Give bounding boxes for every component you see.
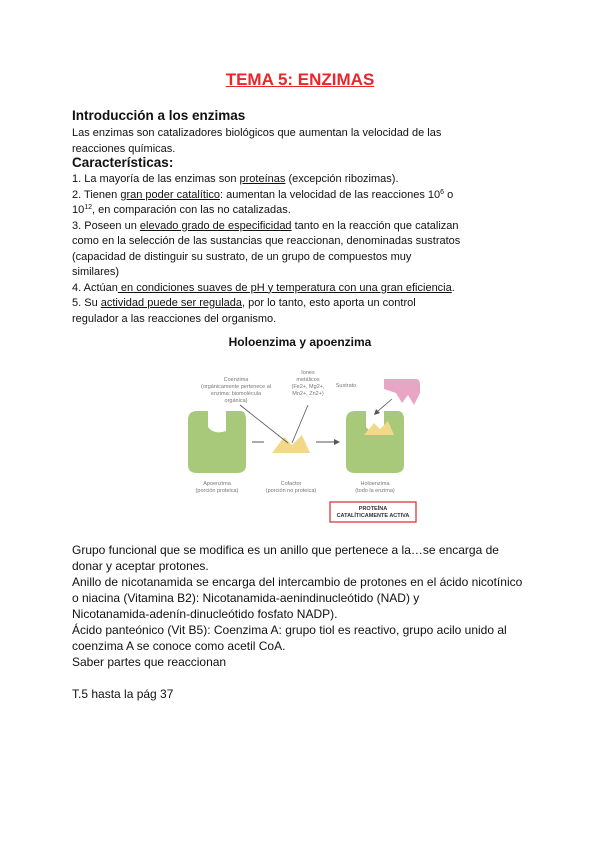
cofactor-sublabel: (porción no proteica) (265, 488, 317, 494)
list-item-1: 1. La mayoría de las enzimas son proteínas (excepción ribozimas). (72, 173, 399, 185)
page-title: TEMA 5: ENZIMAS (225, 70, 375, 89)
notes-line-5: Nicotanamida-adenín-dinucleótido fosfato NADP). (72, 607, 338, 621)
list-item-5-line-2: regulador a las reacciones del organismo. (72, 312, 277, 325)
notes-line-3: Anillo de nicotanamida se encarga del intercambio de protones en el ácido nicotínico (72, 575, 523, 589)
coenzyme-label-2: (orgánicamente pertenece al (200, 384, 272, 390)
notes-line-2: donar y aceptar protones. (72, 559, 209, 573)
intro-line-1: Las enzimas son catalizadores biológicos que aumentan la velocidad de las (72, 127, 442, 139)
footer-note: T.5 hasta la pág 37 (72, 687, 174, 701)
notes-line-8: Saber partes que reaccionan (72, 655, 227, 669)
list-item-3-line-4: similares) (72, 266, 120, 278)
ion-label-3: (Fe2+, Mg2+, (291, 384, 325, 390)
characteristics-list (72, 172, 542, 327)
ion-label-2: metálicos (296, 377, 320, 383)
list-item-3: 3. Poseen un elevado grado de especificidad tanto en la reacción que catalizan (72, 219, 459, 232)
apoenzyme-sublabel: (porción proteica) (195, 488, 239, 494)
notes-line-6: Ácido panteónico (Vit B5): Coenzima A: grupo tiol es reactivo, grupo acilo unido al (72, 623, 507, 637)
list-item-3-line-2: como en la selección de las sustancias que reaccionan, denominadas sustratos (72, 235, 461, 247)
arrow-head-2 (334, 439, 340, 445)
figure-title: Holoenzima y apoenzima (228, 335, 372, 349)
active-protein-box (330, 502, 416, 522)
substrate-label: Sustrato (335, 383, 357, 389)
intro-heading: Introducción a los enzimas (72, 108, 246, 123)
coenzyme-label: Coenzima (223, 377, 249, 383)
notes-block (72, 542, 542, 670)
characteristics-heading: Características: (72, 155, 174, 170)
coenzyme-pointer (240, 405, 288, 443)
list-item-3-line-3: (capacidad de distinguir su sustrato, de un grupo de compuestos muy (72, 250, 412, 263)
cofactor-label: Cofactor (280, 481, 302, 487)
ion-label: Iones (301, 370, 315, 376)
box-line-2: CATALÍTICAMENTE ACTIVA (336, 513, 410, 519)
list-item-2-cont: $10^{12}$, en comparación con las no catalizadas. (72, 204, 291, 216)
holoenzyme-sublabel: (todo la enzima) (355, 488, 395, 494)
list-item-5: 5. Su actividad puede ser regulada, por lo tanto, esto aporta un control (72, 297, 416, 309)
coenzyme-label-3: enzima: biomolécula (210, 391, 262, 397)
notes-line-4: o niacina (Vitamina B2): Nicotanamida-aenindinucleótido (NAD) y (72, 591, 420, 605)
cofactor-shape (272, 435, 310, 453)
holoenzyme-diagram (180, 365, 425, 530)
substrate-arrow (378, 399, 392, 411)
coenzyme-label-4: orgánica) (224, 398, 248, 404)
notes-line-7: coenzima A se conoce como acetil CoA. (72, 639, 286, 653)
holoenzyme-label: Holoenzima (360, 481, 390, 487)
box-line-1: PROTEÍNA (358, 506, 388, 512)
holoenzyme-shape (346, 411, 404, 473)
apoenzyme-shape (188, 411, 246, 473)
intro-paragraph (72, 126, 542, 157)
apoenzyme-label: Apoenzima (203, 481, 231, 487)
list-item-4: 4. Actúan en condiciones suaves de pH y temperatura con una gran eficiencia. (72, 281, 455, 294)
list-item-2: 2. Tienen gran poder catalítico: aumentan la velocidad de las reacciones $10^6$ o (72, 188, 454, 201)
intro-line-2: reacciones químicas. (72, 142, 176, 155)
notes-line-1: Grupo funcional que se modifica es un anillo que pertenece a la…se encarga de (72, 543, 499, 557)
ion-label-4: Mn2+, Zn2+) (292, 391, 324, 397)
